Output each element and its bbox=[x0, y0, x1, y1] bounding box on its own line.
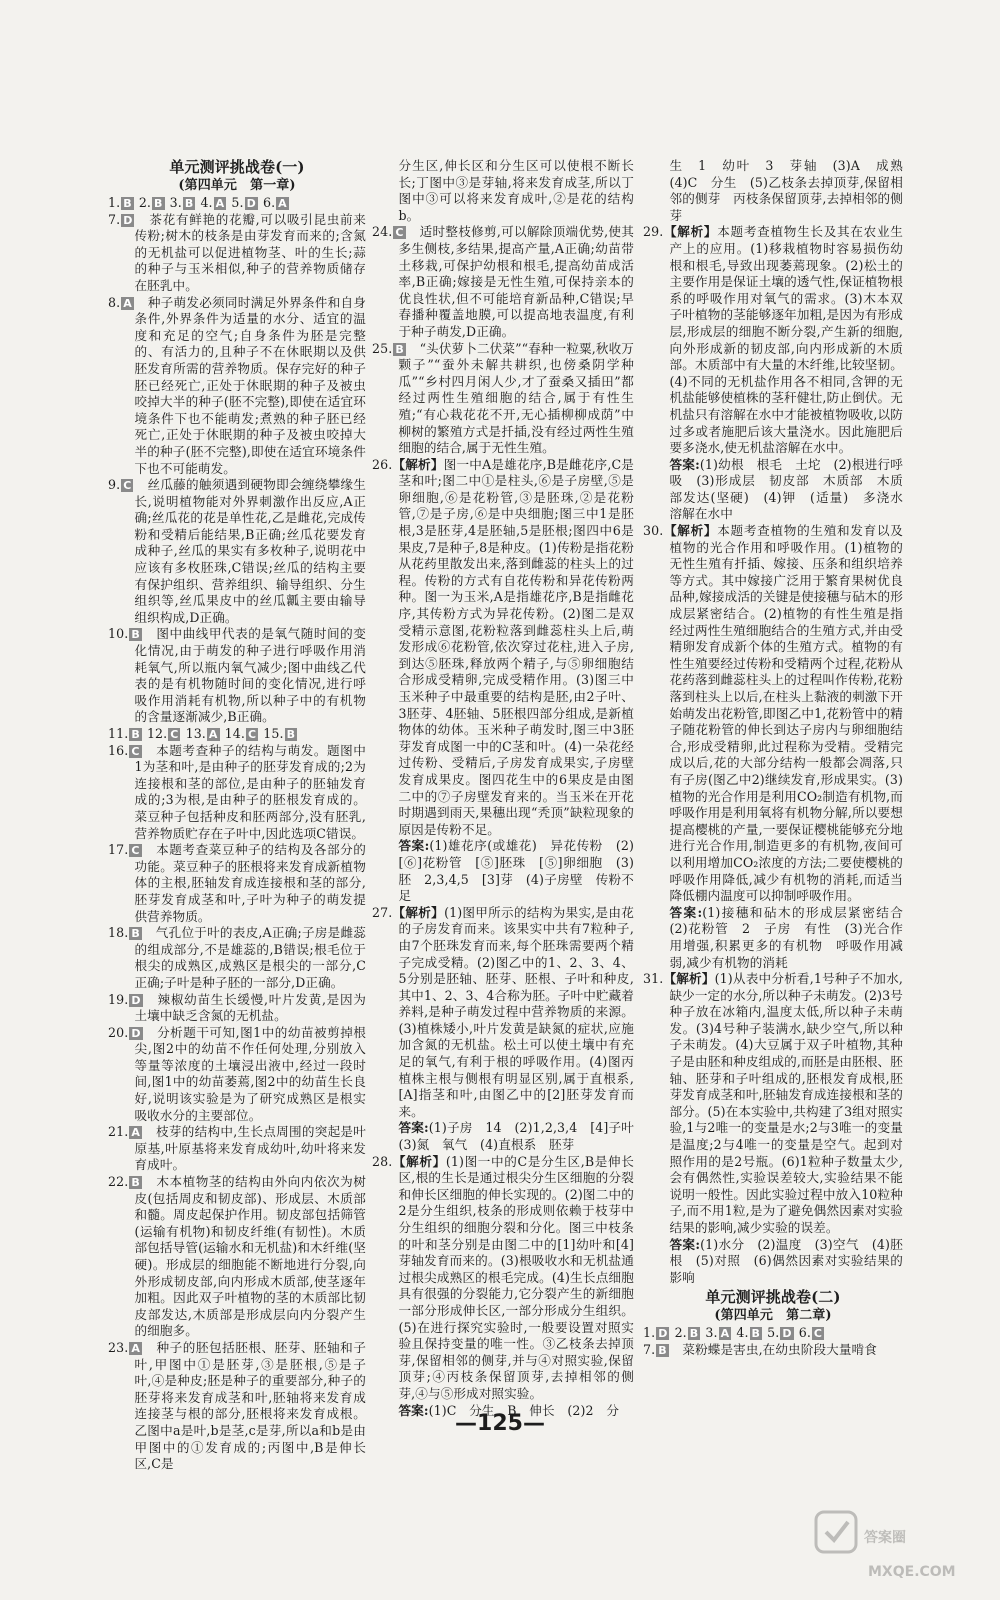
question-item bbox=[643, 1237, 903, 1287]
question-number: 30. bbox=[643, 523, 664, 539]
question-number: 10. bbox=[108, 626, 129, 642]
question-text: (1)水分 (2)温度 (3)空气 (4)胚根 (5)对照 (6)偶然因素对实验结果的影响 bbox=[669, 1236, 904, 1285]
question-text: (1)图一中的C是分生区,B是伸长区,根的生长是通过根尖分生区细胞的分裂和伸长区细胞的伸长实现的。(2)图二中的2是分生组织,枝条的形成则依赖于枝芽中分生组织的细胞分裂和分化。图三中枝条的叶和茎分别是由图二中的[1]幼叶和[4]芽轴发育而来的。(3)根吸收水和无机盐通过根尖成熟区的根毛完成。(4)生长点细胞具有很强的分裂能力,它分裂产生的新细胞一部分形成伸长区,一部分形成分生组织。(5)在进行探究实验时,一般要设置对照实验且保持变量的唯一性。③乙枝条去掉顶芽,保留相邻的侧芽,并与④对照实验,保留顶芽;④丙枝条保留顶芽,去掉相邻的侧芽,④与⑤形成对照实验。 bbox=[398, 1153, 634, 1401]
answer-choice-box: B bbox=[395, 342, 404, 356]
answer-choice-box: B bbox=[131, 628, 140, 642]
question-item bbox=[372, 1120, 647, 1153]
answer-tag: 【解析】 bbox=[663, 224, 718, 240]
question-item: 7. B 菜粉蝶是害虫,在幼虫阶段大量啃食 bbox=[643, 1341, 877, 1357]
question-item bbox=[372, 1154, 634, 1403]
question-item bbox=[108, 992, 366, 1025]
question-number: 19. bbox=[108, 991, 129, 1007]
answer-choice-box: A bbox=[131, 1341, 140, 1355]
question-item bbox=[372, 838, 634, 904]
question-number: 28. bbox=[372, 1153, 393, 1169]
answer-row-11-15: 11. B 12. C 13. A 14. C 15. B bbox=[108, 726, 296, 741]
column-1 bbox=[108, 158, 366, 1473]
question-number: 31. bbox=[643, 971, 664, 987]
question-item bbox=[643, 904, 916, 971]
question-item bbox=[108, 925, 366, 991]
answer-tag: 答案: bbox=[398, 1120, 429, 1136]
question-item bbox=[108, 212, 366, 295]
question-item bbox=[643, 523, 903, 905]
question-text: (1)子房 14 (2)1,2,3,4 [4]子叶 (3)氮 氧气 (4)直根系 胚芽 bbox=[398, 1120, 647, 1153]
section-1-title: 单元测评挑战卷(一) bbox=[169, 158, 305, 176]
column-1-items bbox=[108, 212, 366, 726]
answer-choice-box: A bbox=[123, 296, 132, 310]
question-item bbox=[108, 842, 366, 925]
watermark-url: MXQE.COM bbox=[868, 1564, 956, 1580]
answer-row-1-6: 1. B 2. B 3. B 4. A 5. D 6. A bbox=[108, 195, 287, 210]
answer-tag: 【解析】 bbox=[392, 1153, 446, 1169]
question-number: 29. bbox=[643, 224, 664, 240]
question-item bbox=[108, 743, 366, 843]
question-text: (1)从表中分析看,1号种子不加水,缺少一定的水分,所以种子未萌发。(2)3号种子放在冰箱内,温度太低,所以种子未萌发。(3)4号种子装满水,缺少空气,所以种子未萌发。(4)大豆属于双子叶植物,其种子是由胚和种皮组成的,而胚是由胚根、胚轴、胚芽和子叶组成的,胚根发育成根,胚芽发育成茎和叶,胚轴发育成连接根和茎的部分。(5)在本实验中,共构建了3组对照实验,1与2唯一的变量是水;2与3唯一的变量是温度;2与4唯一的变量是空气。起到对照作用的是2号瓶。(6)1粒种子数量太少,会有偶然性,实验误差较大,实验结果不能说明一般性。因此实验过程中放入10粒种子,而不用1粒,是为了避免偶然因素对实验结果的影响,减少实验的误差。 bbox=[669, 971, 903, 1235]
question-number: 8. bbox=[108, 294, 121, 310]
question-number: 25. bbox=[372, 340, 393, 356]
question-text: 生 1 幼叶 3 芽轴 (3)A 成熟 (4)C 分生 (5)乙枝条去掉顶芽,保留相邻的侧芽 丙枝条保留顶芽,去掉相邻的侧芽 bbox=[669, 158, 916, 223]
question-item bbox=[108, 1340, 366, 1473]
answer-tag: 答案: bbox=[669, 1236, 701, 1252]
answer-choice-box: D bbox=[131, 993, 141, 1007]
question-text: 分析题干可知,图1中的幼苗被剪掉根尖,图2中的幼苗不作任何处理,分别放入等量等浓度的土壤浸出液中,经过一段时间,图1中的幼苗萎蔫,图2中的幼苗生长良好,说明该实验是为了研究成熟区是根实吸收水分的主要部位。 bbox=[134, 1024, 366, 1123]
answer-choice-box: D bbox=[123, 213, 133, 227]
question-text: 气孔位于叶的表皮,A正确;子房是雌蕊的组成部分,不是雄蕊的,B错误;根毛位于根尖的成熟区,成熟区是根尖的一部分,C正确;子叶是种子胚的一部分,D正确。 bbox=[134, 925, 366, 990]
question-text: “头伏萝卜二伏菜”“春种一粒粟,秋收万颗子”“蚕外未解共耕织,也傍桑阴学种瓜”“乡村四月闲人少,才了蚕桑又插田”都经过两性生殖细胞的结合,属于有性生殖;“有心栽花花不开,无心插柳柳成荫”中柳树的繁殖方式是扦插,没有经过两性生殖细胞的结合,属于无性生殖。 bbox=[398, 340, 634, 456]
question-item bbox=[372, 158, 634, 224]
answer-tag: 答案: bbox=[669, 904, 703, 920]
question-number: 18. bbox=[108, 925, 129, 941]
column-3 bbox=[643, 158, 916, 1359]
question-text: (1)幼根 根毛 土坨 (2)根进行呼吸 (3)形成层 韧皮部 木质部 木质部发达(坚硬) (4)钾 (适量) 多浇水 溶解在水中 bbox=[669, 456, 916, 522]
question-number: 9. bbox=[108, 477, 121, 493]
watermark-text: 答案圈 bbox=[864, 1530, 906, 1546]
question-item bbox=[372, 905, 634, 1121]
answer-choice-box: B bbox=[131, 927, 140, 941]
answer-tag: 【解析】 bbox=[392, 456, 444, 472]
question-number: 27. bbox=[372, 904, 393, 920]
question-item bbox=[108, 295, 366, 478]
question-item bbox=[643, 456, 916, 523]
question-item bbox=[108, 477, 366, 626]
question-item bbox=[372, 341, 634, 457]
question-text: (1)图甲所示的结构为果实,是由花的子房发育而来。该果实中共有7粒种子,由7个胚珠发育而来,每个胚珠需要两个精子完成受精。(2)图乙中的1、2、3、4、5分别是胚轴、胚芽、胚根、子叶和种皮,其中1、2、3、4合称为胚。子叶中贮藏着养料,是种子萌发过程中营养物质的来源。(3)植株矮小,叶片发黄是缺氮的症状,应施加含氮的无机盐。松土可以使土壤中有充足的氧气,有利于根的呼吸作用。(4)图丙植株主根与侧根有明显区别,属于直根系,[A]指茎和叶,由图乙中的[2]胚芽发育而来。 bbox=[398, 904, 635, 1119]
answer-tag: 【解析】 bbox=[392, 904, 445, 920]
question-item bbox=[108, 1025, 366, 1125]
question-text: 茶花有鲜艳的花瓣,可以吸引昆虫前来传粉;树木的枝条是由芽发育而来的;含氮的无机盐可以促进植物茎、叶的生长;蒜的种子与玉米相似,种子的营养物质储存在胚乳中。 bbox=[134, 211, 367, 293]
question-item bbox=[643, 224, 903, 456]
question-number: 26. bbox=[372, 456, 393, 472]
answer-choice-box: C bbox=[123, 479, 132, 493]
column-2 bbox=[372, 158, 647, 1419]
question-number: 17. bbox=[108, 842, 129, 858]
question-text: 枝芽的结构中,生长点周围的突起是叶原基,叶原基将来发育成幼叶,幼叶将来发育成叶。 bbox=[134, 1124, 366, 1173]
section-2-title: 单元测评挑战卷(二) bbox=[705, 1288, 841, 1307]
question-text: 分生区,伸长区和分生区可以使根不断长长;丁图中③是芽轴,将来发育成茎,所以丁图中③可以将来发育成叶,②是花的结构b。 bbox=[398, 158, 634, 223]
question-number: 7. bbox=[108, 211, 121, 227]
column-3-items bbox=[643, 158, 916, 1286]
question-number: 21. bbox=[108, 1124, 129, 1140]
answer-tag: 【解析】 bbox=[663, 971, 715, 987]
question-item bbox=[108, 1124, 366, 1174]
question-text: 木本植物茎的结构由外向内依次为树皮(包括周皮和韧皮部)、形成层、木质部和髓。周皮起保护作用。韧皮部包括筛管(运输有机物)和韧皮纤维(有韧性)。木质部包括导管(运输水和无机盐)和木纤维(坚硬)。形成层的细胞能不断地进行分裂,向外形成韧皮部,向内形成木质部,使茎逐年加粗。因此双子叶植物的茎的木质部比韧皮部发达,木质部是形成层向内分裂产生的细胞多。 bbox=[134, 1174, 366, 1339]
answer-choice-box: A bbox=[131, 1126, 140, 1140]
question-item bbox=[108, 1174, 366, 1340]
question-number: 24. bbox=[372, 224, 393, 240]
answer-choice-box: C bbox=[395, 226, 404, 240]
question-text: 本题考查种子的结构与萌发。题图中1为茎和叶,是由种子的胚芽发育成的;2为连接根和茎的部位,是由种子的胚轴发育成的;3为根,是由种子的胚根发育成的。菜豆种子包括种皮和胚两部分,没有胚乳,营养物质贮存在子叶中,因此选项C错误。 bbox=[134, 742, 366, 841]
question-text: 丝瓜藤的触须遇到硬物即会缠绕攀缘生长,说明植物能对外界刺激作出反应,A正确;丝瓜花的花是单性花,乙是雌花,完成传粉和受精后能结果,B正确;丝瓜花要发育成种子,丝瓜的果实有多枚种子,说明花中应该有多枚胚珠,C错误;丝瓜的结构主要有保护组织、营养组织、输导组织、分生组织等,丝瓜果皮中的丝瓜瓤主要由输导组织构成,D正确。 bbox=[134, 477, 366, 625]
question-text: 种子的胚包括胚根、胚芽、胚轴和子叶,甲图中①是胚芽,③是胚根,⑤是子叶,④是种皮;胚是种子的重要部分,种子的胚芽将来发育成茎和叶,胚轴将来发育成连接茎与根的部分,胚根将来发育成根。乙图中a是叶,b是茎,c是芽,所以a和b是由甲图中的①发育成的;丙图中,B是伸长区,C是 bbox=[134, 1339, 366, 1472]
page-number: —125— bbox=[455, 1411, 545, 1436]
section-1-subtitle: (第四单元 第一章) bbox=[178, 178, 296, 193]
answer-choice-box: C bbox=[131, 744, 140, 758]
answer-row-s2-1-6: 1. D 2. B 3. A 4. B 5. D 6. C bbox=[643, 1325, 823, 1341]
question-text: 适时整枝修剪,可以解除顶端优势,使其多生侧枝,多结果,提高产量,A正确;幼苗带土移栽,可保护幼根和根毛,提高幼苗成活率,B正确;嫁接是无性生殖,可保持亲本的优良性状,但不可能培育新品种,C错误;早春播种覆盖地膜,可以提高地表温度,有利于种子萌发,D正确。 bbox=[398, 224, 634, 339]
question-text: (1)雄花序(或雄花) 异花传粉 (2)[⑥]花粉管 [⑤]胚珠 [⑤]卵细胞 (3)胚 2,3,4,5 [3]芽 (4)子房壁 传粉不足 bbox=[398, 838, 634, 904]
answer-choice-box: B bbox=[131, 1176, 140, 1190]
question-text: 辣椒幼苗生长缓慢,叶片发黄,是因为土壤中缺乏含氮的无机盐。 bbox=[134, 991, 366, 1024]
question-number: 20. bbox=[108, 1024, 129, 1040]
question-item bbox=[643, 158, 916, 224]
question-number: 22. bbox=[108, 1174, 129, 1190]
question-item bbox=[643, 971, 903, 1237]
question-text: 本题考查植物生长及其在农业生产上的应用。(1)移栽植物时容易损伤幼根和根毛,导致出现萎蔫现象。(2)松土的主要作用是保证土壤的透气性,保证植物根系的呼吸作用对氧气的需求。(3)木本双子叶植物的茎能够逐年加粗,是因为有形成层,形成层的细胞不断分裂,产生新的细胞,向外形成新的韧皮部,向内形成新的木质部。木质部中有大量的木纤维,比较坚韧。(4)不同的无机盐作用各不相同,含钾的无机盐能够使植株的茎秆健壮,防止倒伏。无机盐只有溶解在水中才能被植物吸收,以防过多或者施肥后该大量浇水。因此施肥后要多浇水,使无机盐溶解在水中。 bbox=[669, 224, 903, 456]
question-text: (1)C 分生 B 伸长 (2)2 分 bbox=[428, 1402, 620, 1418]
answer-choice-box: C bbox=[131, 844, 140, 858]
question-text: 图中曲线甲代表的是氧气随时间的变化情况,由于萌发的种子进行呼吸作用消耗氧气,所以瓶内氧气减少;图中曲线乙代表的是有机物随时间的变化情况,进行呼吸作用消耗有机物,所以种子中的有机物的含量逐渐减少,B正确。 bbox=[134, 626, 366, 725]
column-2-items bbox=[372, 158, 647, 1419]
question-number: 16. bbox=[108, 742, 129, 758]
question-text: 图一中A是雄花序,B是雌花序,C是茎和叶;图二中①是柱头,⑥是子房壁,⑤是卵细胞,⑥是花粉管,③是胚珠,②是花粉管,⑦是子房,⑥是中央细胞;图三中1是胚根,3是胚芽,4是胚轴,5是胚根;图四中6是果皮,7是种子,8是种皮。(1)传粉是指花粉从花药里散发出来,落到雌蕊的柱头上的过程。传粉的方式有自花传粉和异花传粉两种。图一为玉米,A是指雄花序,B是指雌花序,其传粉方式为异花传粉。(2)图二是双受精示意图,花粉粒落到雌蕊柱头上后,萌发形成⑥花粉管,依次穿过花柱,进入子房,到达⑤胚珠,释放两个精子,与⑤卵细胞结合形成受精卵,完成受精作用。(3)图三中玉米种子中最重要的结构是胚,由2子叶、3胚芽、4胚轴、5胚根四部分组成,是新植物体的幼体。玉米种子萌发时,图三中3胚芽发育成图一中的C茎和叶。(4)一朵花经过传粉、受精后,子房发育成果实,子房壁发育成果皮。图四花生中的6果皮是由图二中的⑦子房壁发育来的。当玉米在开花时期遇到雨天,果穗出现“秃顶”缺粒现象的原因是传粉不足。 bbox=[398, 456, 634, 837]
answer-tag: 答案: bbox=[398, 1402, 429, 1418]
section-2-subtitle: (第四单元 第二章) bbox=[714, 1308, 832, 1324]
question-item bbox=[108, 626, 366, 726]
watermark-logo bbox=[812, 1508, 980, 1588]
question-text: 本题考查菜豆种子的结构及各部分的功能。菜豆种子的胚根将来发育成新植物体的主根,胚轴发育成连接根和茎的部分,胚芽发育成茎和叶,子叶为种子的萌发提供营养物质。 bbox=[134, 842, 366, 924]
question-text: 种子萌发必须同时满足外界条件和自身条件,外界条件为适量的水分、适宜的温度和充足的空气;自身条件为胚是完整的、有活力的,且种子不在休眠期以及供胚发育所需的营养物质。保存完好的种子胚已经死亡,正处于休眠期的种子及被虫咬掉大半的种子(胚不完整),即使在适宜环境条件下也不能萌发;煮熟的种子胚已经死亡,正处于休眠期的种子及被虫咬掉大半的种子(胚不完整),即使在适宜环境条件下也不可能萌发。 bbox=[134, 294, 366, 476]
answer-tag: 答案: bbox=[398, 838, 430, 854]
answer-choice-box: D bbox=[131, 1026, 141, 1040]
question-item bbox=[372, 457, 634, 839]
question-item bbox=[372, 224, 634, 340]
column-1-items-continued bbox=[108, 743, 366, 1473]
answer-tag: 答案: bbox=[669, 456, 700, 472]
question-text: (1)接穗和砧木的形成层紧密结合 (2)花粉管 2 子房 有性 (3)光合作用增强,积累更多的有机物 呼吸作用减弱,减少有机物的消耗 bbox=[669, 904, 916, 970]
question-number: 23. bbox=[108, 1339, 129, 1355]
question-text: 本题考查植物的生殖和发育以及植物的光合作用和呼吸作用。(1)植物的无性生殖有扦插、嫁接、压条和组织培养等方式。其中嫁接广泛用于繁育果树优良品种,嫁接成活的关键是使接穗与砧木的形成层紧密结合。(2)植物的有性生殖是指经过两性生殖细胞结合的生殖方式,并由受精卵发育成新个体的生殖方式。植物的有性生殖要经过传粉和受精两个过程,花粉从花药落到雌蕊柱头上的过程叫作传粉,花粉落到柱头上以后,在柱头上黏液的刺激下开始萌发出花粉管,即图乙中1,花粉管中的精子随花粉管的伸长到达子房内与卵细胞结合,形成受精卵,此过程称为受精。受精完成以后,花的大部分结构一般都会凋落,只有子房(图乙中2)继续发育,形成果实。(3)植物的光合作用是利用CO₂制造有机物,而呼吸作用是利用氧将有机物分解,所以要想提高樱桃的产量,一要保证樱桃能够充分地进行光合作用,制造更多的有机物,夜间可以利用增加CO₂浓度的方法;二要使樱桃的呼吸作用降低,减少有机物的消耗,而适当降低棚内温度可以抑制呼吸作用。 bbox=[669, 523, 903, 904]
answer-tag: 【解析】 bbox=[663, 523, 718, 539]
